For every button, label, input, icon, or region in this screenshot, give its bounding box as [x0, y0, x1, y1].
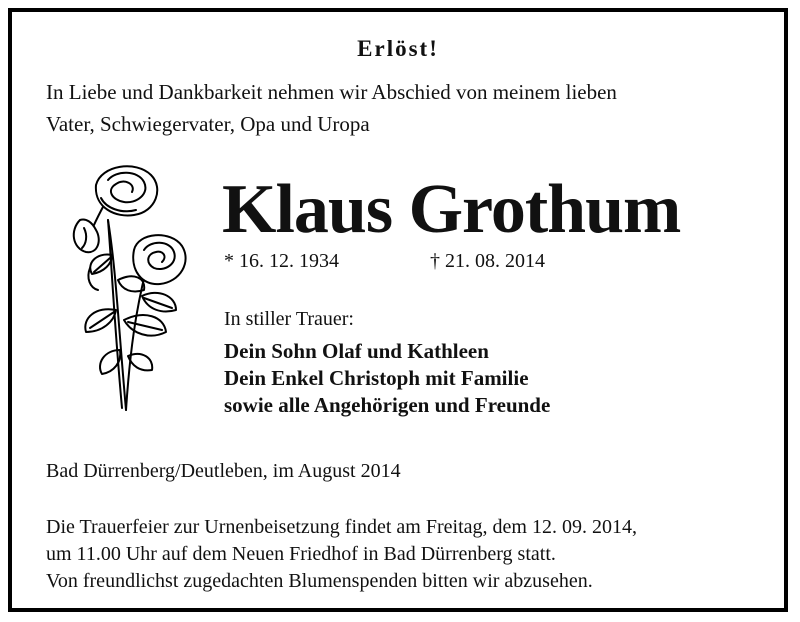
- mourner-entry: sowie alle Angehörigen und Freunde: [224, 393, 551, 417]
- birth-date: * 16. 12. 1934: [224, 250, 339, 272]
- obituary-notice: [8, 8, 788, 612]
- roses-illustration: [46, 160, 196, 415]
- intro-line-2: Vater, Schwiegervater, Opa und Uropa: [46, 112, 370, 136]
- notice-heading: Erlöst!: [357, 36, 439, 61]
- death-date: † 21. 08. 2014: [430, 250, 545, 272]
- details-line: Die Trauerfeier zur Urnenbeisetzung findet am Freitag, dem 12. 09. 2014,: [46, 516, 637, 538]
- funeral-details: [46, 514, 776, 595]
- mourning-label: In stiller Trauer:: [224, 308, 354, 330]
- details-line: um 11.00 Uhr auf dem Neuen Friedhof in Bad Dürrenberg statt.: [46, 543, 556, 565]
- deceased-name: Klaus Grothum: [222, 171, 681, 248]
- details-line: Von freundlichst zugedachten Blumenspenden bitten wir abzusehen.: [46, 570, 593, 592]
- intro-text: [46, 76, 766, 140]
- mourner-entry: Dein Enkel Christoph mit Familie: [224, 366, 529, 390]
- mourner-entry: Dein Sohn Olaf und Kathleen: [224, 339, 489, 363]
- intro-line-1: In Liebe und Dankbarkeit nehmen wir Abschied von meinem lieben: [46, 80, 617, 104]
- mourners-list: [224, 338, 550, 419]
- place-and-date: Bad Dürrenberg/Deutleben, im August 2014: [46, 460, 401, 482]
